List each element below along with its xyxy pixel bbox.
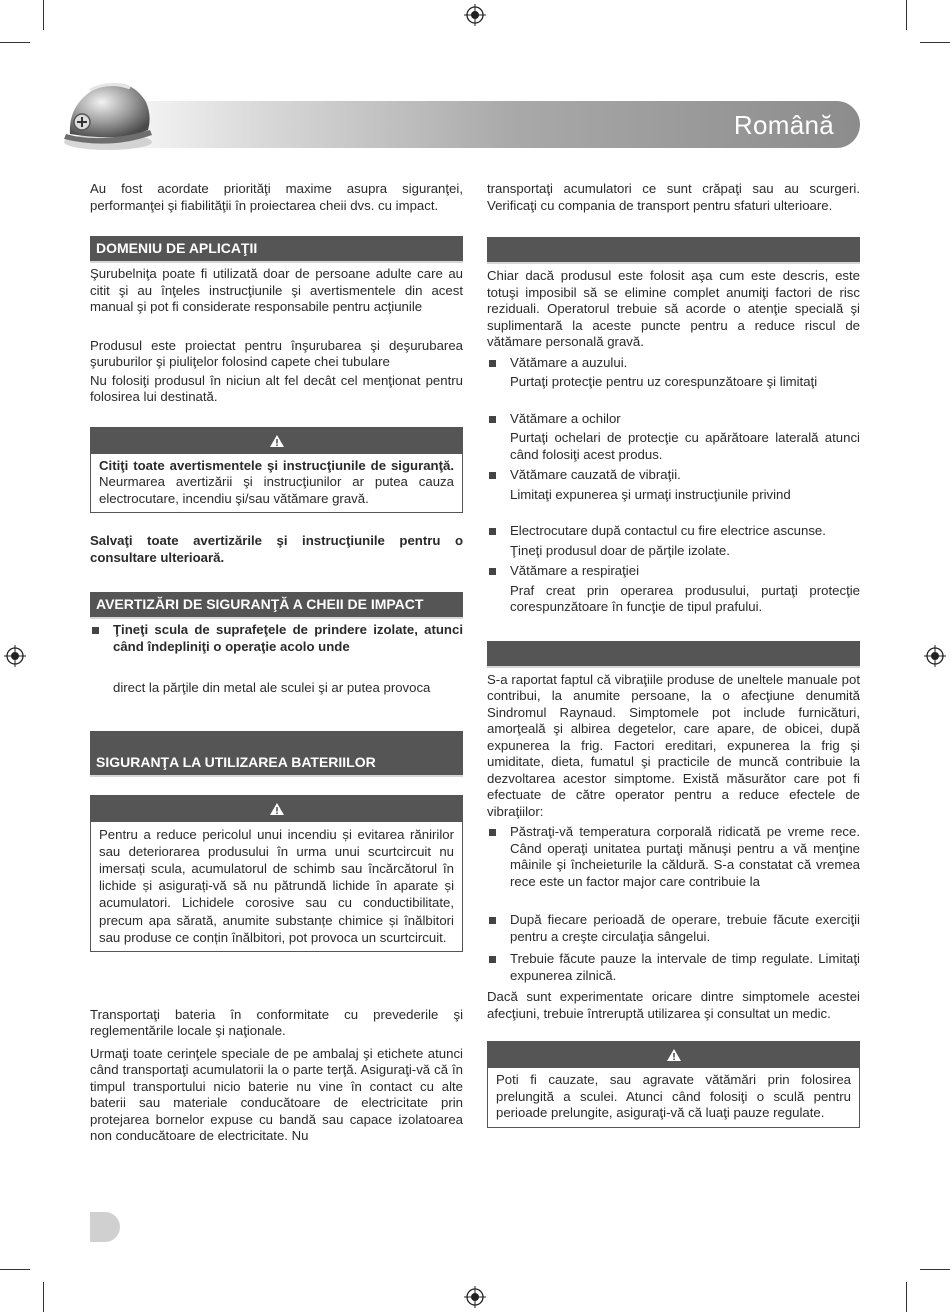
section-heading-domain: DOMENIU DE APLICAŢII bbox=[90, 236, 463, 263]
paragraph: direct la părţile din metal ale sculei şi ar putea provoca bbox=[113, 680, 431, 695]
left-column bbox=[90, 181, 463, 1145]
safety-helmet-icon bbox=[60, 72, 160, 152]
list-item-title: Vătămare a ochilor bbox=[510, 410, 621, 426]
crop-mark bbox=[906, 0, 907, 30]
language-header-band bbox=[90, 101, 860, 148]
paragraph: Nu folosiţi produsul în niciun alt fel decât cel menţionat pentru folosirea lui destinată. bbox=[90, 372, 463, 404]
crop-mark bbox=[920, 42, 950, 43]
list-item-detail: Purtaţi protecţie pentru uz corespunzătoare şi limitaţi bbox=[510, 374, 818, 389]
list-item: Păstraţi-vă temperatura corporală ridicată pe vreme rece. Când operaţi unitatea purtaţi mănuşi pentru a vă menţine mâinile şi încheieturile la căldură. S-a constatat că vremea rece este un factor major care contribuie la bbox=[487, 824, 860, 890]
list-item: După fiecare perioadă de operare, trebuie făcute exerciţii pentru a creşte circulaţia sângelui. bbox=[487, 912, 860, 945]
section-heading-battery bbox=[90, 731, 463, 777]
list-item-title: Vătămare cauzată de vibraţii. bbox=[510, 467, 681, 482]
list-item-title: Electrocutare după contactul cu fire electrice ascunse. bbox=[510, 523, 826, 538]
list-item bbox=[487, 411, 860, 464]
crop-mark bbox=[906, 1282, 907, 1312]
registration-mark-icon bbox=[924, 645, 946, 667]
list-item-detail: Limitaţi expunerea şi urmaţi instrucţiunile privind bbox=[510, 486, 791, 502]
warning-triangle-icon bbox=[269, 802, 285, 816]
residual-risk-list bbox=[487, 355, 860, 616]
impact-list bbox=[90, 622, 463, 655]
paragraph: Transportaţi bateria în conformitate cu prevederile şi reglementările locale şi naţionale. bbox=[90, 1006, 463, 1039]
section-heading-impact: AVERTIZĂRI DE SIGURANŢĂ A CHEII DE IMPACT bbox=[90, 592, 463, 619]
warning-box-body: Poti fi cauzate, sau agravate vătămări prin folosirea prelungită a sculei. Atunci când folosiţi o sculă pentru perioade prelungite, asiguraţi-vă că luaţi pauze regulate. bbox=[496, 1072, 851, 1120]
save-instructions-note: Salvaţi toate avertizările şi instrucţiunile pentru o consultare ulterioară. bbox=[90, 533, 463, 565]
list-item-detail: Praf creat prin operarea produsului, purtaţi protecţie corespunzătoare în funcţie de tipul prafului. bbox=[510, 582, 860, 614]
warning-box-header bbox=[91, 796, 462, 822]
registration-mark-icon bbox=[4, 645, 26, 667]
warning-box bbox=[90, 427, 463, 514]
list-item-detail: Ţineţi produsul doar de părţile izolate. bbox=[510, 542, 730, 558]
paragraph: Şurubelniţa poate fi utilizată doar de persoane adulte care au citit şi au înţeles instrucţiunile şi avertismentele din acest manual şi pot fi considerate responsabile pentru acţiunile bbox=[90, 266, 463, 314]
warning-box-body bbox=[91, 454, 462, 513]
section-heading-residual bbox=[487, 237, 860, 264]
warning-triangle-icon bbox=[666, 1048, 682, 1062]
intro-paragraph: Au fost acordate priorităţi maxime asupra siguranţei, performanţei şi fiabilităţii în proiectarea cheii dvs. cu impact. bbox=[90, 181, 463, 213]
crop-mark bbox=[43, 0, 44, 30]
language-title: Română bbox=[733, 110, 834, 140]
warning-box-header bbox=[91, 428, 462, 454]
warning-box bbox=[487, 1041, 860, 1128]
warning-triangle-icon bbox=[269, 434, 285, 448]
list-item-detail: Purtaţi ochelari de protecţie cu apărătoare laterală atunci când folosiţi acest produs. bbox=[510, 430, 860, 462]
list-item bbox=[487, 523, 860, 559]
registration-mark-icon bbox=[464, 4, 486, 26]
registration-mark-icon bbox=[464, 1286, 486, 1308]
crop-mark bbox=[0, 1269, 30, 1270]
paragraph: Chiar dacă produsul este folosit aşa cum este descris, este totuşi imposibil să se elimine complet anumiţi factori de risc reziduali. Operatorul trebuie să acorde o atenţie specială şi suplimentară la aceste puncte pentru a reduce riscul de vătămare personală gravă. bbox=[487, 268, 860, 349]
list-item bbox=[487, 467, 860, 503]
paragraph: S-a raportat faptul că vibraţiile produse de uneltele manuale pot contribui, la anumite persoane, la o afecţiune denumită Sindromul Raynaud. Simptomele pot include furnicături, amorţeală şi albirea degetelor, care apare, de obicei, după expunerea la frig. Factori ereditari, expunerea la frig şi umiditate, dieta, fumatul şi practicile de muncă contribuie la dezvoltarea acestor simptome. Există măsurător care pot fi efectuate de către operator pentru a reduce efectele de vibraţiilor: bbox=[487, 671, 860, 819]
vibration-list bbox=[487, 824, 860, 984]
list-item bbox=[487, 355, 860, 391]
crop-mark bbox=[0, 42, 30, 43]
paragraph: Dacă sunt experimentate oricare dintre simptomele acestei afecţiuni, trebuie întreruptă utilizarea şi consultat un medic. bbox=[487, 989, 860, 1021]
intro-paragraph: transportaţi acumulatori ce sunt crăpaţi sau au scurgeri. Verificaţi cu compania de transport pentru sfaturi ulterioare. bbox=[487, 181, 860, 213]
page-number-tab bbox=[90, 1212, 120, 1242]
list-item: Ţineţi scula de suprafeţele de prindere izolate, atunci când îndepliniţi o operaţie acolo unde bbox=[90, 622, 463, 655]
warning-box-body: Pentru a reduce pericolul unui incendiu și evitarea rănirilor sau deteriorarea produsului în urma unui scurtcircuit nu imersați scula, acumulatorul de schimb sau încărcătorul în lichide și asigurați-vă să nu pătrundă lichide în aparate și acumulatori. Lichidele corosive sau cu conductibilitate, precum apa sărată, anumite substanțe chimice și înălbitori sau produse ce conțin înălbitori, pot provoca un scurtcircuit. bbox=[99, 826, 454, 945]
right-column bbox=[487, 181, 860, 1128]
crop-mark bbox=[920, 1269, 950, 1270]
paragraph: Produsul este proiectat pentru înşurubarea şi deşurubarea şuruburilor şi piuliţelor folosind capete chei tubulare bbox=[90, 337, 463, 369]
section-heading-label: SIGURANŢA LA UTILIZAREA BATERIILOR bbox=[96, 753, 376, 770]
list-item: Trebuie făcute pauze la intervale de timp regulate. Limitaţi expunerea zilnică. bbox=[487, 951, 860, 984]
list-item bbox=[487, 563, 860, 616]
warning-box bbox=[90, 795, 463, 952]
warning-box-header bbox=[488, 1042, 859, 1068]
list-item-title: Vătămare a auzului. bbox=[510, 354, 628, 370]
crop-mark bbox=[43, 1282, 44, 1312]
paragraph: Urmaţi toate cerinţele speciale de pe ambalaj şi etichete atunci când transportaţi acumulatorii la o parte terţă. Asiguraţi-vă că în timpul transportului nicio baterie nu vine în contact cu alte baterii sau materiale conducătoare de electricitate prin protejarea bornelor expuse cu bandă sau capace izolatoarea non conducătoare de electricitate. Nu bbox=[90, 1045, 463, 1144]
section-heading-vibration bbox=[487, 641, 860, 668]
warning-bold-text: Citiţi toate avertismentele şi instrucţiunile de siguranţă. bbox=[99, 457, 454, 473]
list-item-title: Vătămare a respiraţiei bbox=[510, 563, 640, 578]
warning-text: Neurmarea avertizării şi instrucţiunilor ar putea cauza electrocutare, incendiu şi/sau vătămare gravă. bbox=[99, 474, 454, 506]
